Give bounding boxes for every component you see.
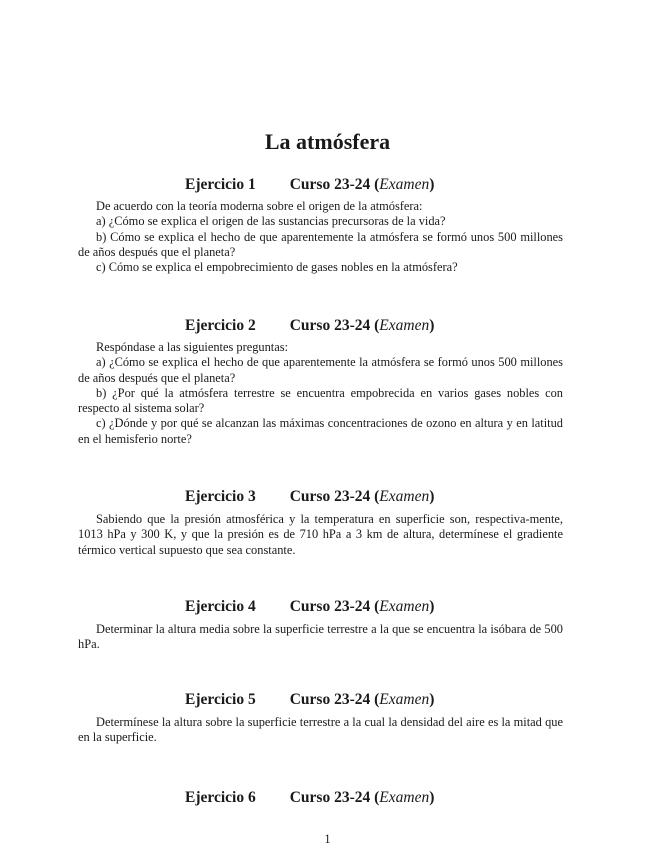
- exercise-paragraph: b) ¿Por qué la atmósfera terrestre se encuentra empobrecida en varios gases nobles con respecto al sistema solar?: [78, 385, 563, 416]
- exercise-1-header: [185, 175, 434, 195]
- exercise-source: Examen: [379, 691, 430, 708]
- exercise-1-body: [78, 199, 563, 275]
- exercise-course: Curso 23-24 (Examen): [289, 691, 435, 708]
- exercise-source: Examen: [379, 598, 430, 615]
- course-label: Curso 23-24: [289, 598, 371, 615]
- exercise-3-body: [78, 512, 563, 558]
- exercise-5-header: [185, 690, 434, 710]
- exercise-course: Curso 23-24 (Examen): [289, 598, 435, 615]
- exercise-paragraph: c) ¿Dónde y por qué se alcanzan las máximas concentraciones de ozono en altura y en latitud en el hemisferio norte?: [78, 416, 563, 446]
- document-title: La atmósfera: [264, 129, 391, 154]
- exercise-6-header: [185, 788, 434, 808]
- exercise-course: Curso 23-24 (Examen): [289, 176, 435, 193]
- exercise-paragraph: Determínese la altura sobre la superficie terrestre a la cual la densidad del aire es la mitad que en la superficie.: [78, 715, 563, 745]
- exercise-number: Ejercicio 3: [185, 488, 256, 505]
- course-label: Curso 23-24: [289, 789, 371, 806]
- exercise-source: Examen: [379, 176, 430, 193]
- exercise-course: Curso 23-24 (Examen): [289, 789, 435, 806]
- course-label: Curso 23-24: [289, 691, 371, 708]
- exercise-paragraph: De acuerdo con la teoría moderna sobre el origen de la atmósfera:: [96, 199, 423, 213]
- exercise-5-body: [78, 715, 563, 746]
- course-label: Curso 23-24: [289, 488, 371, 505]
- exercise-source: Examen: [379, 488, 430, 505]
- exercise-2-body: [78, 340, 563, 447]
- exercise-source: Examen: [379, 789, 430, 806]
- exercise-number: Ejercicio 1: [185, 176, 256, 193]
- exercise-number: Ejercicio 6: [185, 789, 256, 806]
- page-number: 1: [324, 832, 331, 846]
- exercise-paragraph: a) ¿Cómo se explica el hecho de que aparentemente la atmósfera se formó unos 500 millones de años después que el planeta?: [78, 355, 563, 385]
- exercise-4-body: [78, 622, 563, 653]
- exercise-3-header: [185, 487, 434, 507]
- exercise-paragraph: a) ¿Cómo se explica el origen de las sustancias precursoras de la vida?: [96, 214, 446, 229]
- exercise-paragraph: Sabiendo que la presión atmosférica y la temperatura en superficie son, respectiva-mente, 1013 hPa y 300 K, y que la presión es de 710 hPa a 3 km de altura, determínese el gradiente térmico vertical supuesto que sea constante.: [78, 512, 563, 557]
- exercise-paragraph: Determinar la altura media sobre la superficie terrestre a la que se encuentra la isóbara de 500 hPa.: [78, 622, 563, 652]
- exercise-4-header: [185, 597, 434, 617]
- exercise-2-header: [185, 316, 434, 336]
- exercise-course: Curso 23-24 (Examen): [289, 317, 435, 334]
- exercise-number: Ejercicio 2: [185, 317, 256, 334]
- exercise-number: Ejercicio 5: [185, 691, 256, 708]
- exercise-course: Curso 23-24 (Examen): [289, 488, 435, 505]
- course-label: Curso 23-24: [289, 317, 371, 334]
- exercise-paragraph: b) Cómo se explica el hecho de que aparentemente la atmósfera se formó unos 500 millones de años después que el planeta?: [78, 229, 563, 259]
- exercise-paragraph: Respóndase a las siguientes preguntas:: [96, 340, 289, 354]
- course-label: Curso 23-24: [289, 176, 371, 193]
- exercise-paragraph: c) Cómo se explica el empobrecimiento de gases nobles en la atmósfera?: [96, 260, 458, 275]
- exercise-source: Examen: [379, 317, 430, 334]
- exercise-number: Ejercicio 4: [185, 598, 256, 615]
